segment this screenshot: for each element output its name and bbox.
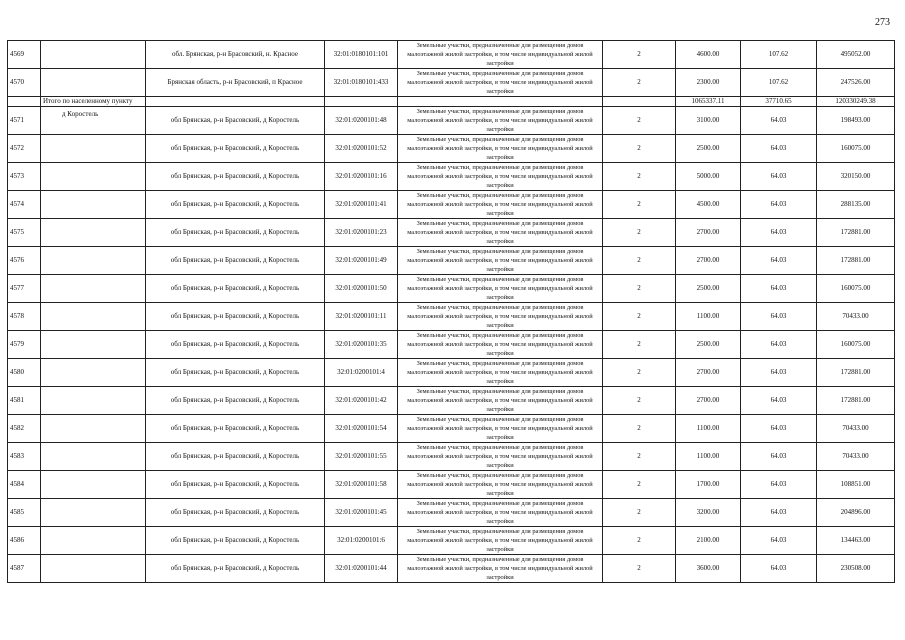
row-unit-price: 64.03 — [741, 275, 817, 303]
total-section — [8, 97, 895, 107]
row-address: обл Брянская, р-н Брасовский, д Коростель — [146, 527, 325, 555]
table-row — [8, 41, 895, 69]
row-area: 1100.00 — [676, 415, 741, 443]
row-area: 2700.00 — [676, 359, 741, 387]
table-row — [8, 499, 895, 527]
row-cadastral-number: 32:01:0200101:55 — [325, 443, 398, 471]
row-number: 4578 — [8, 303, 41, 331]
row-land-use: Земельные участки, предназначенные для размещения домов малоэтажной жилой застройки, в том числе индивидуальной жилой застройки — [398, 135, 603, 163]
row-unit-price: 64.03 — [741, 163, 817, 191]
table-row — [8, 527, 895, 555]
page-number: 273 — [875, 17, 890, 28]
row-unit-price: 64.03 — [741, 527, 817, 555]
row-address: обл Брянская, р-н Брасовский, д Коростель — [146, 107, 325, 135]
total-value: 120330249.38 — [817, 97, 895, 107]
row-cadastral-number: 32:01:0200101:52 — [325, 135, 398, 163]
row-unit-price: 64.03 — [741, 359, 817, 387]
table-row — [8, 163, 895, 191]
row-land-use: Земельные участки, предназначенные для размещения домов малоэтажной жилой застройки, в том числе индивидуальной жилой застройки — [398, 107, 603, 135]
row-cadastral-value: 230508.00 — [817, 555, 895, 583]
total-num-cell — [8, 97, 41, 107]
row-area: 3100.00 — [676, 107, 741, 135]
row-land-use: Земельные участки, предназначенные для размещения домов малоэтажной жилой застройки, в том числе индивидуальной жилой застройки — [398, 499, 603, 527]
row-empty-cell — [41, 527, 146, 555]
row-land-use: Земельные участки, предназначенные для размещения домов малоэтажной жилой застройки, в том числе индивидуальной жилой застройки — [398, 247, 603, 275]
row-number: 4570 — [8, 69, 41, 97]
row-cadastral-number: 32:01:0200101:42 — [325, 387, 398, 415]
row-address: обл Брянская, р-н Брасовский, д Коростель — [146, 471, 325, 499]
row-area: 2500.00 — [676, 331, 741, 359]
row-category: 2 — [603, 359, 676, 387]
row-land-use: Земельные участки, предназначенные для размещения домов малоэтажной жилой застройки, в том числе индивидуальной жилой застройки — [398, 69, 603, 97]
row-empty-cell — [41, 191, 146, 219]
row-empty-cell — [41, 443, 146, 471]
row-unit-price: 64.03 — [741, 387, 817, 415]
row-cadastral-number: 32:01:0200101:49 — [325, 247, 398, 275]
row-cadastral-number: 32:01:0180101:433 — [325, 69, 398, 97]
row-empty-cell — [41, 415, 146, 443]
row-category: 2 — [603, 219, 676, 247]
table-row — [8, 359, 895, 387]
row-cadastral-number: 32:01:0200101:23 — [325, 219, 398, 247]
row-empty-cell — [41, 303, 146, 331]
row-area: 2500.00 — [676, 135, 741, 163]
row-area: 2700.00 — [676, 219, 741, 247]
settlement-rows — [8, 107, 895, 583]
row-cadastral-value: 247526.00 — [817, 69, 895, 97]
row-number: 4587 — [8, 555, 41, 583]
row-number: 4584 — [8, 471, 41, 499]
table-row — [8, 219, 895, 247]
row-area: 2100.00 — [676, 527, 741, 555]
row-cadastral-value: 495052.00 — [817, 41, 895, 69]
row-cadastral-value: 204896.00 — [817, 499, 895, 527]
row-cadastral-number: 32:01:0180101:101 — [325, 41, 398, 69]
row-unit-price: 64.03 — [741, 191, 817, 219]
row-number: 4580 — [8, 359, 41, 387]
row-category: 2 — [603, 163, 676, 191]
row-unit-price: 64.03 — [741, 471, 817, 499]
row-cadastral-value: 172881.00 — [817, 219, 895, 247]
row-number: 4585 — [8, 499, 41, 527]
total-empty-cell — [325, 97, 398, 107]
table-row — [8, 275, 895, 303]
row-empty-cell — [41, 69, 146, 97]
row-empty-cell — [41, 331, 146, 359]
row-number: 4581 — [8, 387, 41, 415]
row-category: 2 — [603, 443, 676, 471]
row-empty-cell — [41, 247, 146, 275]
row-cadastral-number: 32:01:0200101:4 — [325, 359, 398, 387]
row-number: 4571 — [8, 107, 41, 135]
row-cadastral-value: 70433.00 — [817, 415, 895, 443]
total-empty-cell — [603, 97, 676, 107]
total-empty-cell — [146, 97, 325, 107]
row-area: 4600.00 — [676, 41, 741, 69]
row-address: обл Брянская, р-н Брасовский, д Коростель — [146, 247, 325, 275]
row-cadastral-value: 172881.00 — [817, 387, 895, 415]
row-address: Брянская область, р-н Брасовский, п Красное — [146, 69, 325, 97]
row-cadastral-number: 32:01:0200101:6 — [325, 527, 398, 555]
row-category: 2 — [603, 303, 676, 331]
row-cadastral-value: 108851.00 — [817, 471, 895, 499]
row-category: 2 — [603, 41, 676, 69]
row-cadastral-value: 288135.00 — [817, 191, 895, 219]
row-category: 2 — [603, 107, 676, 135]
row-unit-price: 64.03 — [741, 303, 817, 331]
row-empty-cell — [41, 359, 146, 387]
table-row — [8, 191, 895, 219]
row-area: 2700.00 — [676, 247, 741, 275]
row-category: 2 — [603, 555, 676, 583]
row-cadastral-value: 172881.00 — [817, 359, 895, 387]
table-row — [8, 69, 895, 97]
row-number: 4579 — [8, 331, 41, 359]
row-land-use: Земельные участки, предназначенные для размещения домов малоэтажной жилой застройки, в том числе индивидуальной жилой застройки — [398, 527, 603, 555]
row-number: 4577 — [8, 275, 41, 303]
row-cadastral-number: 32:01:0200101:54 — [325, 415, 398, 443]
row-address: обл Брянская, р-н Брасовский, д Коростель — [146, 191, 325, 219]
row-address: обл Брянская, р-н Брасовский, д Коростель — [146, 499, 325, 527]
table-row — [8, 303, 895, 331]
row-category: 2 — [603, 191, 676, 219]
row-address: обл Брянская, р-н Брасовский, д Коростель — [146, 163, 325, 191]
table-row — [8, 247, 895, 275]
row-empty-cell — [41, 275, 146, 303]
row-category: 2 — [603, 69, 676, 97]
land-registry-table — [7, 40, 895, 583]
row-number: 4574 — [8, 191, 41, 219]
row-address: обл Брянская, р-н Брасовский, д Коростель — [146, 359, 325, 387]
total-area: 1065337.11 — [676, 97, 741, 107]
row-land-use: Земельные участки, предназначенные для размещения домов малоэтажной жилой застройки, в том числе индивидуальной жилой застройки — [398, 163, 603, 191]
row-cadastral-number: 32:01:0200101:41 — [325, 191, 398, 219]
row-land-use: Земельные участки, предназначенные для размещения домов малоэтажной жилой застройки, в том числе индивидуальной жилой застройки — [398, 415, 603, 443]
row-land-use: Земельные участки, предназначенные для размещения домов малоэтажной жилой застройки, в том числе индивидуальной жилой застройки — [398, 303, 603, 331]
row-cadastral-value: 160075.00 — [817, 331, 895, 359]
row-address: обл Брянская, р-н Брасовский, д Коростель — [146, 387, 325, 415]
row-address: обл Брянская, р-н Брасовский, д Коростель — [146, 415, 325, 443]
row-empty-cell — [41, 499, 146, 527]
row-cadastral-number: 32:01:0200101:50 — [325, 275, 398, 303]
row-category: 2 — [603, 275, 676, 303]
table-row — [8, 387, 895, 415]
row-unit-price: 107.62 — [741, 41, 817, 69]
row-empty-cell — [41, 219, 146, 247]
settlement-name: д Коростель — [62, 110, 99, 118]
row-cadastral-number: 32:01:0200101:16 — [325, 163, 398, 191]
row-category: 2 — [603, 499, 676, 527]
row-land-use: Земельные участки, предназначенные для размещения домов малоэтажной жилой застройки, в том числе индивидуальной жилой застройки — [398, 443, 603, 471]
row-area: 1700.00 — [676, 471, 741, 499]
row-category: 2 — [603, 527, 676, 555]
row-number: 4572 — [8, 135, 41, 163]
row-cadastral-number: 32:01:0200101:58 — [325, 471, 398, 499]
row-address: обл. Брянская, р-н Брасовский, н. Красное — [146, 41, 325, 69]
row-empty-cell — [41, 387, 146, 415]
row-unit-price: 64.03 — [741, 331, 817, 359]
row-address: обл Брянская, р-н Брасовский, д Коростель — [146, 135, 325, 163]
row-area: 3600.00 — [676, 555, 741, 583]
row-unit-price: 64.03 — [741, 443, 817, 471]
row-cadastral-value: 160075.00 — [817, 135, 895, 163]
row-number: 4569 — [8, 41, 41, 69]
row-unit-price: 64.03 — [741, 219, 817, 247]
row-empty-cell — [41, 135, 146, 163]
row-cadastral-number: 32:01:0200101:45 — [325, 499, 398, 527]
settlement-total-row — [8, 97, 895, 107]
row-category: 2 — [603, 247, 676, 275]
row-cadastral-value: 172881.00 — [817, 247, 895, 275]
table-row — [8, 415, 895, 443]
row-category: 2 — [603, 471, 676, 499]
row-unit-price: 64.03 — [741, 555, 817, 583]
row-land-use: Земельные участки, предназначенные для размещения домов малоэтажной жилой застройки, в том числе индивидуальной жилой застройки — [398, 359, 603, 387]
row-area: 5000.00 — [676, 163, 741, 191]
row-area: 2300.00 — [676, 69, 741, 97]
row-cadastral-value: 70433.00 — [817, 443, 895, 471]
row-empty-cell — [41, 163, 146, 191]
row-land-use: Земельные участки, предназначенные для размещения домов малоэтажной жилой застройки, в том числе индивидуальной жилой застройки — [398, 387, 603, 415]
row-land-use: Земельные участки, предназначенные для размещения домов малоэтажной жилой застройки, в том числе индивидуальной жилой застройки — [398, 191, 603, 219]
row-unit-price: 64.03 — [741, 415, 817, 443]
row-address: обл Брянская, р-н Брасовский, д Коростель — [146, 219, 325, 247]
row-cadastral-value: 70433.00 — [817, 303, 895, 331]
settlement-total-label: Итого по населенному пункту — [41, 97, 146, 107]
row-address: обл Брянская, р-н Брасовский, д Коростель — [146, 275, 325, 303]
table-row — [8, 471, 895, 499]
row-area: 2700.00 — [676, 387, 741, 415]
row-cadastral-value: 160075.00 — [817, 275, 895, 303]
row-address: обл Брянская, р-н Брасовский, д Коростель — [146, 443, 325, 471]
row-category: 2 — [603, 135, 676, 163]
row-cadastral-number: 32:01:0200101:11 — [325, 303, 398, 331]
row-cadastral-value: 320150.00 — [817, 163, 895, 191]
row-address: обл Брянская, р-н Брасовский, д Коростель — [146, 331, 325, 359]
row-address: обл Брянская, р-н Брасовский, д Коростель — [146, 303, 325, 331]
row-number: 4586 — [8, 527, 41, 555]
row-category: 2 — [603, 387, 676, 415]
row-number: 4575 — [8, 219, 41, 247]
row-number: 4573 — [8, 163, 41, 191]
row-cadastral-value: 134463.00 — [817, 527, 895, 555]
row-unit-price: 64.03 — [741, 499, 817, 527]
row-area: 3200.00 — [676, 499, 741, 527]
table-row — [8, 331, 895, 359]
table-row — [8, 135, 895, 163]
row-cadastral-number: 32:01:0200101:44 — [325, 555, 398, 583]
row-area: 2500.00 — [676, 275, 741, 303]
row-unit-price: 107.62 — [741, 69, 817, 97]
row-category: 2 — [603, 331, 676, 359]
row-unit-price: 64.03 — [741, 107, 817, 135]
total-empty-cell — [398, 97, 603, 107]
rows-before-total — [8, 41, 895, 97]
row-cadastral-value: 198493.00 — [817, 107, 895, 135]
row-land-use: Земельные участки, предназначенные для размещения домов малоэтажной жилой застройки, в том числе индивидуальной жилой застройки — [398, 275, 603, 303]
row-unit-price: 64.03 — [741, 247, 817, 275]
row-empty-cell — [41, 555, 146, 583]
row-land-use: Земельные участки, предназначенные для размещения домов малоэтажной жилой застройки, в том числе индивидуальной жилой застройки — [398, 471, 603, 499]
row-area: 4500.00 — [676, 191, 741, 219]
row-address: обл Брянская, р-н Брасовский, д Коростель — [146, 555, 325, 583]
row-number: 4582 — [8, 415, 41, 443]
table-row — [8, 107, 895, 135]
row-land-use: Земельные участки, предназначенные для размещения домов малоэтажной жилой застройки, в том числе индивидуальной жилой застройки — [398, 219, 603, 247]
row-empty-cell — [41, 471, 146, 499]
table-row — [8, 443, 895, 471]
row-empty-cell — [41, 41, 146, 69]
row-land-use: Земельные участки, предназначенные для размещения домов малоэтажной жилой застройки, в том числе индивидуальной жилой застройки — [398, 555, 603, 583]
row-unit-price: 64.03 — [741, 135, 817, 163]
table-row — [8, 555, 895, 583]
row-land-use: Земельные участки, предназначенные для размещения домов малоэтажной жилой застройки, в том числе индивидуальной жилой застройки — [398, 331, 603, 359]
row-cadastral-number: 32:01:0200101:48 — [325, 107, 398, 135]
row-area: 1100.00 — [676, 443, 741, 471]
row-cadastral-number: 32:01:0200101:35 — [325, 331, 398, 359]
row-number: 4576 — [8, 247, 41, 275]
total-price: 37710.65 — [741, 97, 817, 107]
row-number: 4583 — [8, 443, 41, 471]
row-category: 2 — [603, 415, 676, 443]
row-area: 1100.00 — [676, 303, 741, 331]
row-land-use: Земельные участки, предназначенные для размещения домов малоэтажной жилой застройки, в том числе индивидуальной жилой застройки — [398, 41, 603, 69]
